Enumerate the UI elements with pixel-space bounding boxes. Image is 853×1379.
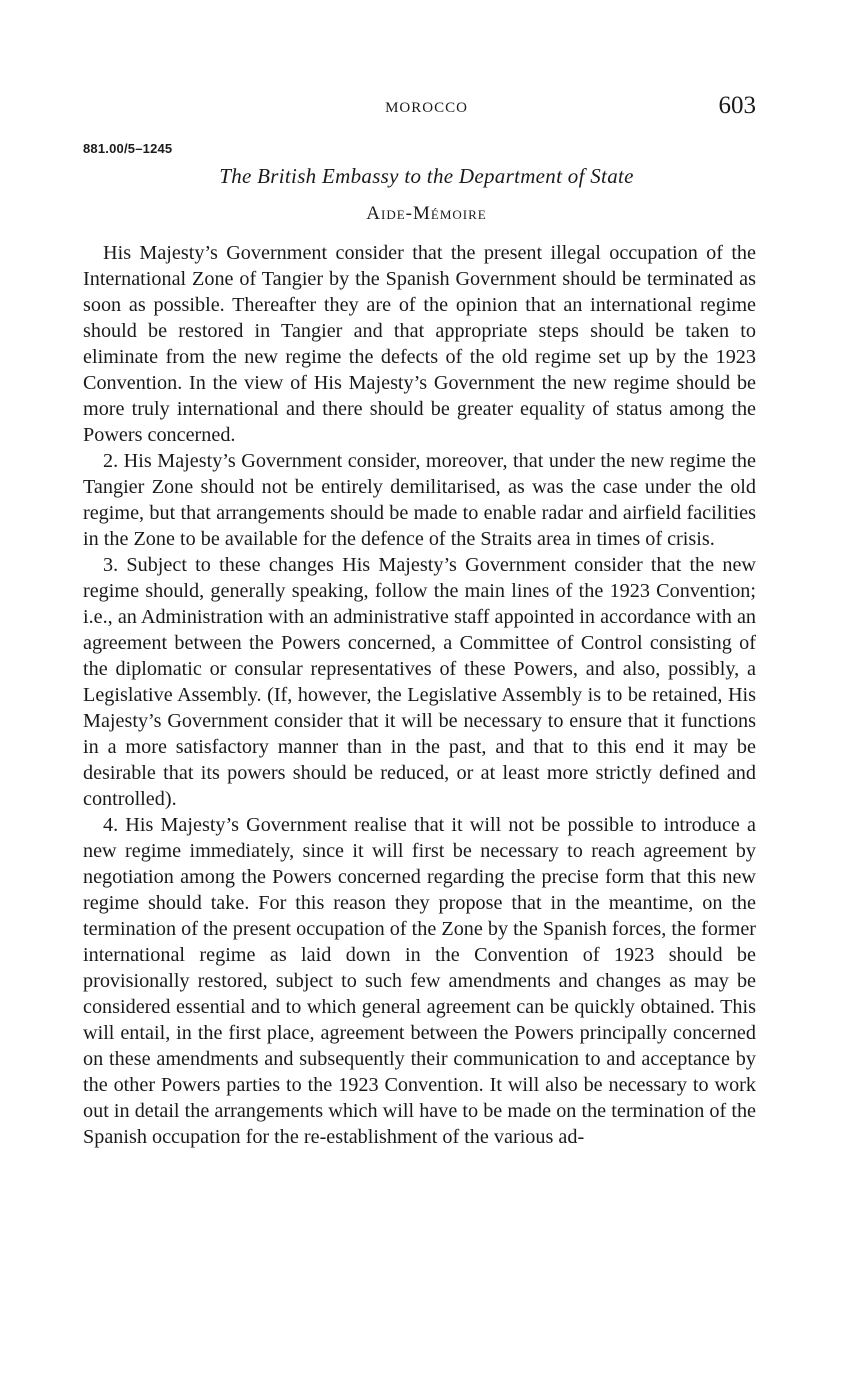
page-number: 603 [718,92,756,119]
document-type: Aide-Mémoire [366,203,487,224]
paragraph-2: 2. His Majesty’s Government consider, moreover, that under the new regime the Tangier Zone should not be entirely demilitarised, as was the case under the old regime, but that arrangements should be made to enable radar and airfield facilities in the Zone to be available for the defence of the Straits area in times of crisis. [83,450,756,550]
running-head [0,92,853,122]
paragraph-1: His Majesty’s Government consider that the present illegal occupation of the International Zone of Tangier by the Spanish Government should be terminated as soon as possible. Thereafter they are of the opinion that an international regime should be restored in Tangier and that appropriate steps should be taken to eliminate from the new regime the defects of the old regime set up by the 1923 Convention. In the view of His Majesty’s Government the new regime should be more truly international and there should be greater equality of status among the Powers concerned. [83,242,756,446]
paragraph-4: 4. His Majesty’s Government realise that it will not be possible to introduce a new regime immediately, since it will first be necessary to reach agreement by negotiation among the Powers concerned regarding the precise form that this new regime should take. For this reason they propose that in the meantime, on the termination of the present occupation of the Zone by the Spanish forces, the former international regime as laid down in the Convention of 1923 should be provisionally restored, subject to such few amendments and changes as may be considered essential and to which general agreement can be quickly obtained. This will entail, in the first place, agreement between the Powers principally concerned on these amendments and subsequently their communication to and acceptance by the other Powers parties to the 1923 Convention. It will also be necessary to work out in detail the arrangements which will have to be made on the termination of the Spanish occupation for the re-establishment of the various ad- [83,814,756,1148]
file-number: 881.00/5–1245 [83,141,173,156]
paragraph-3: 3. Subject to these changes His Majesty’s Government consider that the new regime should, generally speaking, follow the main lines of the 1923 Convention; i.e., an Administration with an administrative staff appointed in accordance with an agreement between the Powers concerned, a Committee of Control consisting of the diplomatic or consular representatives of these Powers, and also, possibly, a Legislative Assembly. (If, however, the Legislative Assembly is to be retained, His Majesty’s Government consider that it will be necessary to ensure that it functions in a more satisfactory manner than in the past, and that to this end it may be desirable that its powers should be reduced, or at least more strictly defined and controlled). [83,554,756,810]
running-title: MOROCCO [385,100,468,116]
document-body [83,240,756,1150]
document-title: The British Embassy to the Department of State [219,164,634,188]
